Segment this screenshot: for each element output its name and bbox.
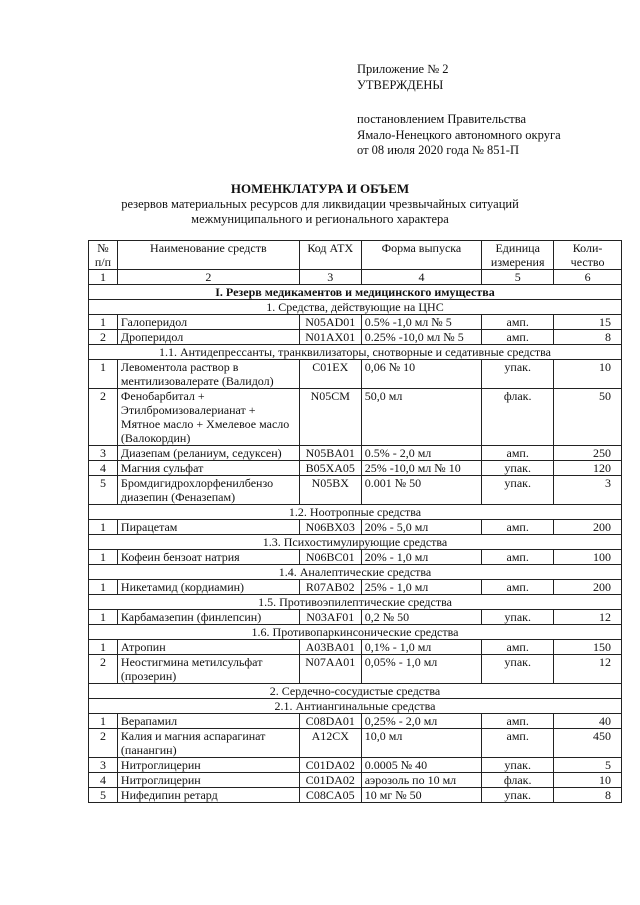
atc-code: N05AD01 [299,315,361,330]
release-form: 0,25% - 2,0 мл [361,714,482,729]
table-row [89,389,622,446]
quantity: 15 [554,315,622,330]
unit-of-measure: амп. [482,729,554,758]
atc-code: C08DA01 [299,714,361,729]
unit-of-measure: амп. [482,330,554,345]
row-number: 2 [89,655,118,684]
row-number: 2 [89,729,118,758]
unit-of-measure: упак. [482,476,554,505]
unit-of-measure: упак. [482,655,554,684]
release-form: аэрозоль по 10 мл [361,773,482,788]
unit-of-measure: флак. [482,389,554,446]
drug-name: Нитроглицерин [117,758,299,773]
colnum-3: 3 [299,270,361,285]
atc-code: C01DA02 [299,758,361,773]
section-heading: I. Резерв медикаментов и медицинского имущества [89,285,622,300]
table-row [89,610,622,625]
atc-code: R07AB02 [299,580,361,595]
atc-code: N05BA01 [299,446,361,461]
drug-name: Левоментола раствор в ментилизовалерате (Валидол) [117,360,299,389]
section-heading: 2. Сердечно-сосудистые средства [89,684,622,699]
unit-of-measure: амп. [482,520,554,535]
table-row [89,714,622,729]
appendix-number: Приложение № 2 [357,62,449,76]
title-sub1: резервов материальных ресурсов для ликвидации чрезвычайных ситуаций [121,197,519,211]
document-title [0,181,640,227]
section-heading: 1. Средства, действующие на ЦНС [89,300,622,315]
unit-of-measure: амп. [482,315,554,330]
section-heading: 1.1. Антидепрессанты, транквилизаторы, снотворные и седативные средства [89,345,622,360]
atc-code: A03BA01 [299,640,361,655]
section-heading: 2.1. Антиангинальные средства [89,699,622,714]
drug-name: Неостигмина метилсульфат (прозерин) [117,655,299,684]
title-sub2: межмуниципального и регионального характера [191,212,449,226]
release-form: 0.25% -10,0 мл № 5 [361,330,482,345]
section-row [89,684,622,699]
drug-name: Нифедипин ретард [117,788,299,803]
quantity: 3 [554,476,622,505]
release-form: 0.5% - 2,0 мл [361,446,482,461]
decree-date: от 08 июля 2020 года № 851-П [357,143,519,157]
row-number: 3 [89,446,118,461]
unit-of-measure: амп. [482,446,554,461]
column-numbers-row [89,270,622,285]
table-row [89,330,622,345]
quantity: 120 [554,461,622,476]
atc-code: N05CM [299,389,361,446]
atc-code: N05BX [299,476,361,505]
unit-of-measure: амп. [482,580,554,595]
table-row [89,640,622,655]
table-row [89,446,622,461]
atc-code: C01DA02 [299,773,361,788]
section-row [89,625,622,640]
colnum-2: 2 [117,270,299,285]
row-number: 1 [89,315,118,330]
header-form: Форма выпуска [361,241,482,270]
release-form: 20% - 1,0 мл [361,550,482,565]
drug-name: Калия и магния аспарагинат (панангин) [117,729,299,758]
row-number: 2 [89,330,118,345]
quantity: 10 [554,773,622,788]
section-row [89,699,622,714]
section-row [89,285,622,300]
drug-name: Нитроглицерин [117,773,299,788]
colnum-4: 4 [361,270,482,285]
approval-block [357,62,561,159]
quantity: 10 [554,360,622,389]
quantity: 50 [554,389,622,446]
section-row [89,345,622,360]
drug-name: Диазепам (реланиум, седуксен) [117,446,299,461]
section-row [89,300,622,315]
unit-of-measure: упак. [482,758,554,773]
drug-name: Пирацетам [117,520,299,535]
quantity: 8 [554,330,622,345]
atc-code: A12CX [299,729,361,758]
drug-name: Галоперидол [117,315,299,330]
release-form: 25% -10,0 мл № 10 [361,461,482,476]
table-row [89,729,622,758]
section-heading: 1.2. Ноотропные средства [89,505,622,520]
section-heading: 1.6. Противопаркинсонические средства [89,625,622,640]
quantity: 5 [554,758,622,773]
table-row [89,655,622,684]
release-form: 20% - 5,0 мл [361,520,482,535]
row-number: 3 [89,758,118,773]
table-row [89,758,622,773]
row-number: 4 [89,461,118,476]
release-form: 0,1% - 1,0 мл [361,640,482,655]
release-form: 0.5% -1,0 мл № 5 [361,315,482,330]
header-name: Наименование средств [117,241,299,270]
quantity: 200 [554,580,622,595]
colnum-6: 6 [554,270,622,285]
row-number: 1 [89,360,118,389]
table-row [89,315,622,330]
quantity: 12 [554,610,622,625]
quantity: 8 [554,788,622,803]
atc-code: N03AF01 [299,610,361,625]
header-qty: Коли-чество [554,241,622,270]
release-form: 0,05% - 1,0 мл [361,655,482,684]
atc-code: N07AA01 [299,655,361,684]
atc-code: N06BC01 [299,550,361,565]
row-number: 5 [89,788,118,803]
section-row [89,565,622,580]
atc-code: N01AX01 [299,330,361,345]
quantity: 250 [554,446,622,461]
drug-name: Магния сульфат [117,461,299,476]
quantity: 40 [554,714,622,729]
unit-of-measure: упак. [482,461,554,476]
drug-name: Дроперидол [117,330,299,345]
table-row [89,476,622,505]
row-number: 1 [89,580,118,595]
section-heading: 1.3. Психостимулирующие средства [89,535,622,550]
release-form: 0.0005 № 40 [361,758,482,773]
unit-of-measure: амп. [482,640,554,655]
drug-name: Никетамид (кордиамин) [117,580,299,595]
release-form: 50,0 мл [361,389,482,446]
table-body [89,285,622,803]
drug-name: Верапамил [117,714,299,729]
drug-name: Кофеин бензоат натрия [117,550,299,565]
colnum-1: 1 [89,270,118,285]
release-form: 10 мг № 50 [361,788,482,803]
unit-of-measure: упак. [482,360,554,389]
release-form: 10,0 мл [361,729,482,758]
drug-name: Атропин [117,640,299,655]
unit-of-measure: амп. [482,550,554,565]
quantity: 100 [554,550,622,565]
header-unit: Единица измерения [482,241,554,270]
table-row [89,461,622,476]
header-num: № п/п [89,241,118,270]
release-form: 0,06 № 10 [361,360,482,389]
table-row [89,520,622,535]
header-code: Код АТХ [299,241,361,270]
section-row [89,535,622,550]
colnum-5: 5 [482,270,554,285]
atc-code: N06BX03 [299,520,361,535]
section-row [89,505,622,520]
table-row [89,580,622,595]
quantity: 150 [554,640,622,655]
row-number: 5 [89,476,118,505]
title-main: НОМЕНКЛАТУРА И ОБЪЕМ [230,181,410,196]
atc-code: C08CA05 [299,788,361,803]
table-row [89,360,622,389]
quantity: 200 [554,520,622,535]
release-form: 0,2 № 50 [361,610,482,625]
nomenclature-table [88,240,622,803]
table-row [89,788,622,803]
decree-authority: Ямало-Ненецкого автономного округа [357,127,561,142]
section-heading: 1.4. Аналептические средства [89,565,622,580]
drug-name: Карбамазепин (финлепсин) [117,610,299,625]
release-form: 25% - 1,0 мл [361,580,482,595]
row-number: 1 [89,550,118,565]
header-row [89,241,622,270]
decree-line: постановлением Правительства [357,112,527,126]
section-heading: 1.5. Противоэпилептические средства [89,595,622,610]
section-row [89,595,622,610]
row-number: 1 [89,714,118,729]
table-row [89,773,622,788]
atc-code: C01EX [299,360,361,389]
row-number: 1 [89,640,118,655]
quantity: 450 [554,729,622,758]
approved-label: УТВЕРЖДЕНЫ [357,77,444,92]
row-number: 1 [89,610,118,625]
unit-of-measure: амп. [482,714,554,729]
unit-of-measure: флак. [482,773,554,788]
row-number: 1 [89,520,118,535]
quantity: 12 [554,655,622,684]
release-form: 0.001 № 50 [361,476,482,505]
row-number: 4 [89,773,118,788]
unit-of-measure: упак. [482,610,554,625]
drug-name: Бромдигидрохлорфенилбензо диазепин (Феназепам) [117,476,299,505]
row-number: 2 [89,389,118,446]
drug-name: Фенобарбитал + Этилбромизовалерианат + Мятное масло + Хмелевое масло (Валокордин) [117,389,299,446]
atc-code: B05XA05 [299,461,361,476]
table-row [89,550,622,565]
unit-of-measure: упак. [482,788,554,803]
